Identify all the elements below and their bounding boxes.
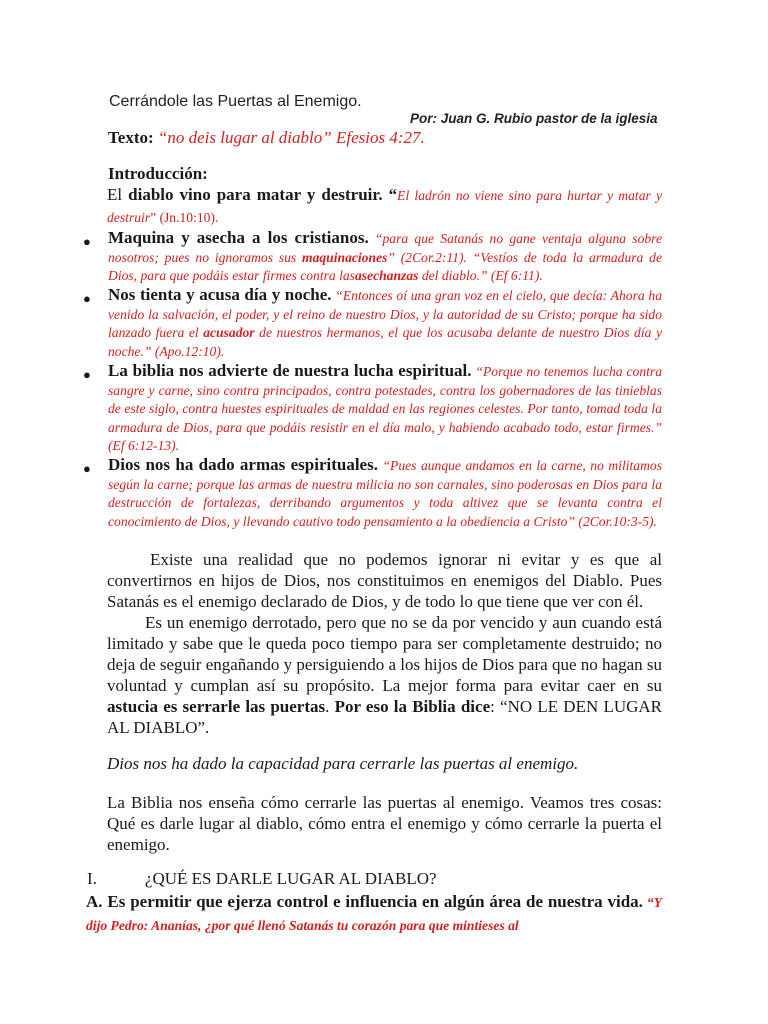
- intro-heading: Introducción:: [108, 164, 208, 183]
- section-A-quote: “Y dijo Pedro: Ananías, ¿por qué llenó Satanás tu corazón para que mintieses al: [86, 895, 663, 933]
- bullet-heading: Nos tienta y acusa día y noche.: [108, 285, 332, 304]
- intro-bold: diablo vino para matar y destruir.: [128, 185, 389, 204]
- section-item-A: A. Es permitir que ejerza control e influencia en algún área de nuestra vida. “Y dijo Pedro: Ananías, ¿por qué llenó Satanás tu corazón para que mintieses al: [86, 892, 663, 933]
- bullet-marker: ●: [83, 367, 91, 382]
- highlight-text: astucia es serrarle las puertas: [107, 697, 326, 716]
- texto-label: Texto:: [108, 128, 154, 147]
- intro-quote: El ladrón no viene sino para hurtar y matar y destruir: [107, 188, 662, 225]
- section-heading-I: I. ¿QUÉ ES DARLE LUGAR AL DIABLO?: [87, 869, 437, 888]
- texto-line: [108, 128, 425, 148]
- section-A-text: Es permitir que ejerza control e influencia en algún área de nuestra vida.: [107, 892, 643, 911]
- statement-italic: Dios nos ha dado la capacidad para cerrarle las puertas al enemigo.: [107, 754, 579, 773]
- bullet-marker: ●: [83, 291, 91, 306]
- bullet-item-2: Nos tienta y acusa día y noche. “Entonces oí una gran voz en el cielo, que decía: Ahora ha venido la salvación, el poder, y el reino de nuestro Dios, y la autoridad de su Cristo; porque ha sido lanzado fuera el acusador de nuestros hermanos, el que los acusaba delante de nuestro Dios día y noche.” (Apo.12:10).: [108, 285, 662, 359]
- bullet-heading: Maquina y asecha a los cristianos.: [108, 228, 369, 247]
- texto-verse: “no deis lugar al diablo” Efesios 4:27.: [157, 128, 425, 147]
- bullet-heading: Dios nos ha dado armas espirituales.: [108, 455, 378, 474]
- bullet-marker: ●: [83, 234, 91, 249]
- document-title: Cerrándole las Puertas al Enemigo.: [109, 93, 362, 110]
- paragraph-1: Existe una realidad que no podemos ignorar ni evitar y es que al convertirnos en hijos de Dios, nos constituimos en enemigos del Diablo. Pues Satanás es el enemigo declarado de Dios, y de todo lo que tiene que ver con él.: [107, 550, 662, 611]
- author-line: Por: Juan G. Rubio pastor de la iglesia: [410, 111, 658, 126]
- bullet-marker: ●: [83, 461, 91, 476]
- paragraph-4: La Biblia nos enseña cómo cerrarle las puertas al enemigo. Veamos tres cosas: Qué es darle lugar al diablo, cómo entra el enemigo y cómo cerrarle la puerta el enemigo.: [107, 793, 662, 854]
- paragraph-2: Es un enemigo derrotado, pero que no se da por vencido y aun cuando está limitado y sabe que le queda poco tiempo para ser completamente destruido; no deja de seguir engañando y persiguiendo a los hijos de Dios para que no hagan su voluntad y cumplan así su propósito. La mejor forma para evitar caer en su astucia es serrarle las puertas. Por eso la Biblia dice: “NO LE DEN LUGAR AL DIABLO”.: [107, 613, 662, 737]
- bullet-heading: La biblia nos advierte de nuestra lucha espiritual.: [108, 361, 472, 380]
- intro-line: El diablo vino para matar y destruir. “El ladrón no viene sino para hurtar y matar y destruir” (Jn.10:10).: [107, 185, 662, 225]
- bullet-item-1: Maquina y asecha a los cristianos. “para que Satanás no gane ventaja alguna sobre nosotros; pues no ignoramos sus maquinaciones” (2Cor.2:11). “Vestíos de toda la armadura de Dios, para que podáis estar firmes contra lasasechanzas del diablo.” (Ef 6:11).: [108, 228, 662, 283]
- bullet-item-4: Dios nos ha dado armas espirituales. “Pues aunque andamos en la carne, no militamos según la carne; porque las armas de nuestra milicia no son carnales, sino poderosas en Dios para la destrucción de fortalezas, derribando argumentos y toda altivez que se levanta contra el conocimiento de Dios, y llevando cautivo todo pensamiento a la obediencia a Cristo” (2Cor.10:3-5).: [108, 455, 662, 529]
- bullet-item-3: La biblia nos advierte de nuestra lucha espiritual. “Porque no tenemos lucha contra sangre y carne, sino contra principados, contra potestades, contra los gobernadores de las tinieblas de este siglo, contra huestes espirituales de maldad en las regiones celestes. Por tanto, tomad toda la armadura de Dios, para que podáis resistir en el día malo, y habiendo acabado todo, estar firmes.” (Ef 6:12-13).: [108, 361, 662, 453]
